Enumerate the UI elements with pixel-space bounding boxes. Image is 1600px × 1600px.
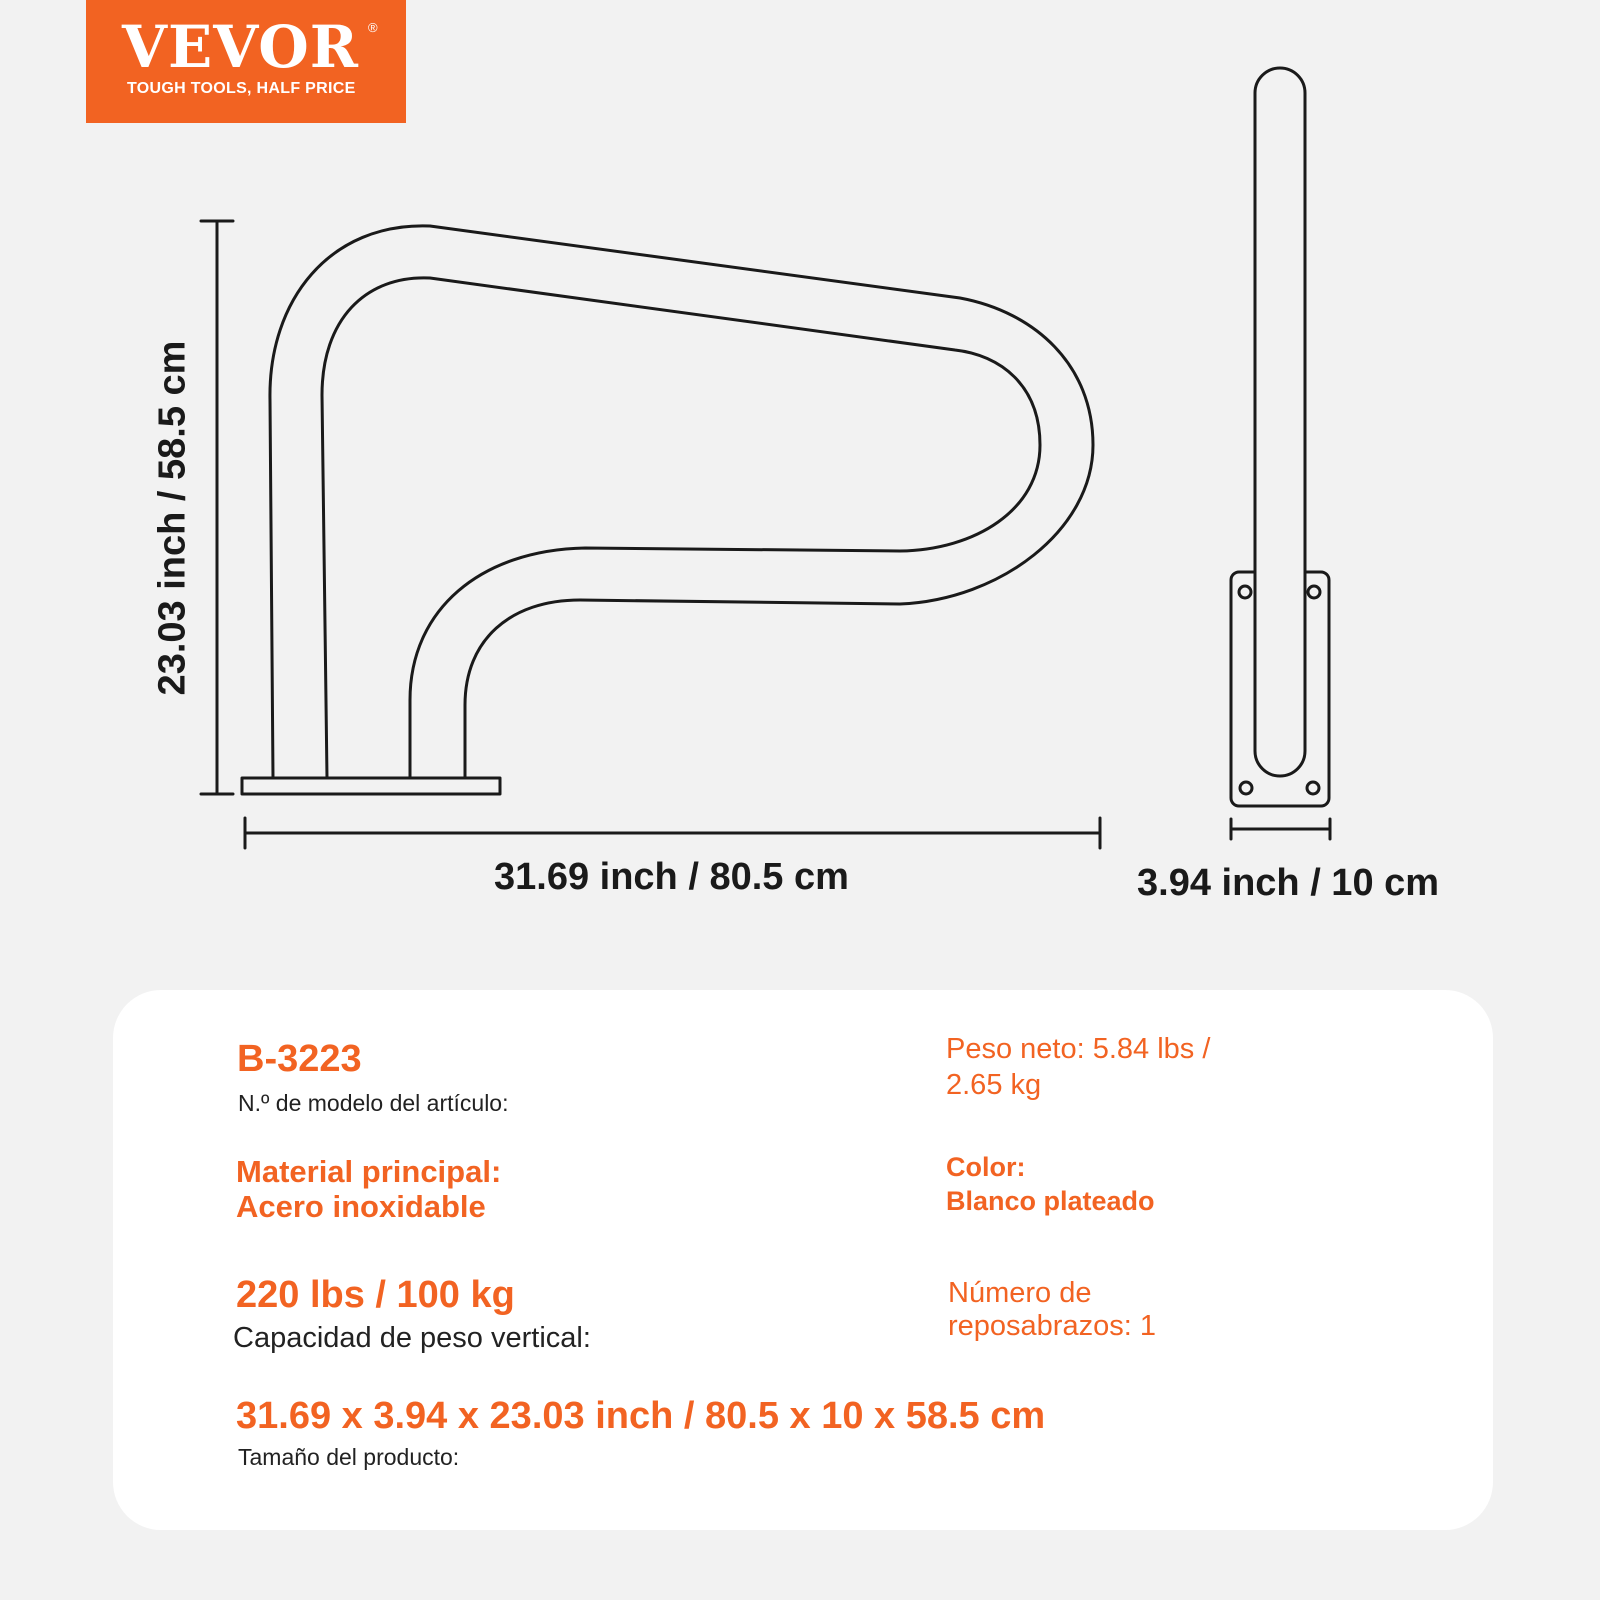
weight-capacity-label: Capacidad de peso vertical: xyxy=(233,1322,591,1354)
height-dimension-label: 23.03 inch / 58.5 cm xyxy=(151,340,194,696)
net-weight-line1: Peso neto: 5.84 lbs / xyxy=(946,1033,1211,1065)
mounting-hole-bottom-right xyxy=(1307,782,1319,794)
weight-capacity-value: 220 lbs / 100 kg xyxy=(236,1274,515,1316)
specs-card xyxy=(113,990,1493,1530)
width-dimension-label: 31.69 inch / 80.5 cm xyxy=(494,856,849,898)
front-view-tube xyxy=(1255,68,1305,776)
model-number-label: N.º de modelo del artículo: xyxy=(238,1090,509,1116)
depth-dimension-label: 3.94 inch / 10 cm xyxy=(1137,862,1440,904)
armrests-line2: reposabrazos: 1 xyxy=(948,1310,1156,1342)
mounting-hole-bottom-left xyxy=(1240,782,1252,794)
logo-tagline: TOUGH TOOLS, HALF PRICE xyxy=(127,80,356,97)
material-value: Acero inoxidable xyxy=(236,1189,486,1224)
color-label: Color: xyxy=(946,1152,1026,1182)
logo-registered-mark: ® xyxy=(368,20,378,35)
handrail-base-plate xyxy=(242,778,500,794)
mounting-hole-top-left xyxy=(1239,586,1251,598)
product-size-label: Tamaño del producto: xyxy=(238,1444,460,1470)
armrests-line1: Número de xyxy=(948,1277,1092,1309)
logo-wordmark: VEVOR xyxy=(122,13,359,81)
mounting-hole-top-right xyxy=(1308,586,1320,598)
product-size-value: 31.69 x 3.94 x 23.03 inch / 80.5 x 10 x 58.5 cm xyxy=(236,1395,1046,1437)
handrail-side-view xyxy=(270,226,1093,778)
color-value: Blanco plateado xyxy=(946,1186,1155,1216)
material-label: Material principal: xyxy=(236,1154,502,1189)
model-number-value: B-3223 xyxy=(237,1038,362,1080)
net-weight-line2: 2.65 kg xyxy=(946,1069,1042,1101)
